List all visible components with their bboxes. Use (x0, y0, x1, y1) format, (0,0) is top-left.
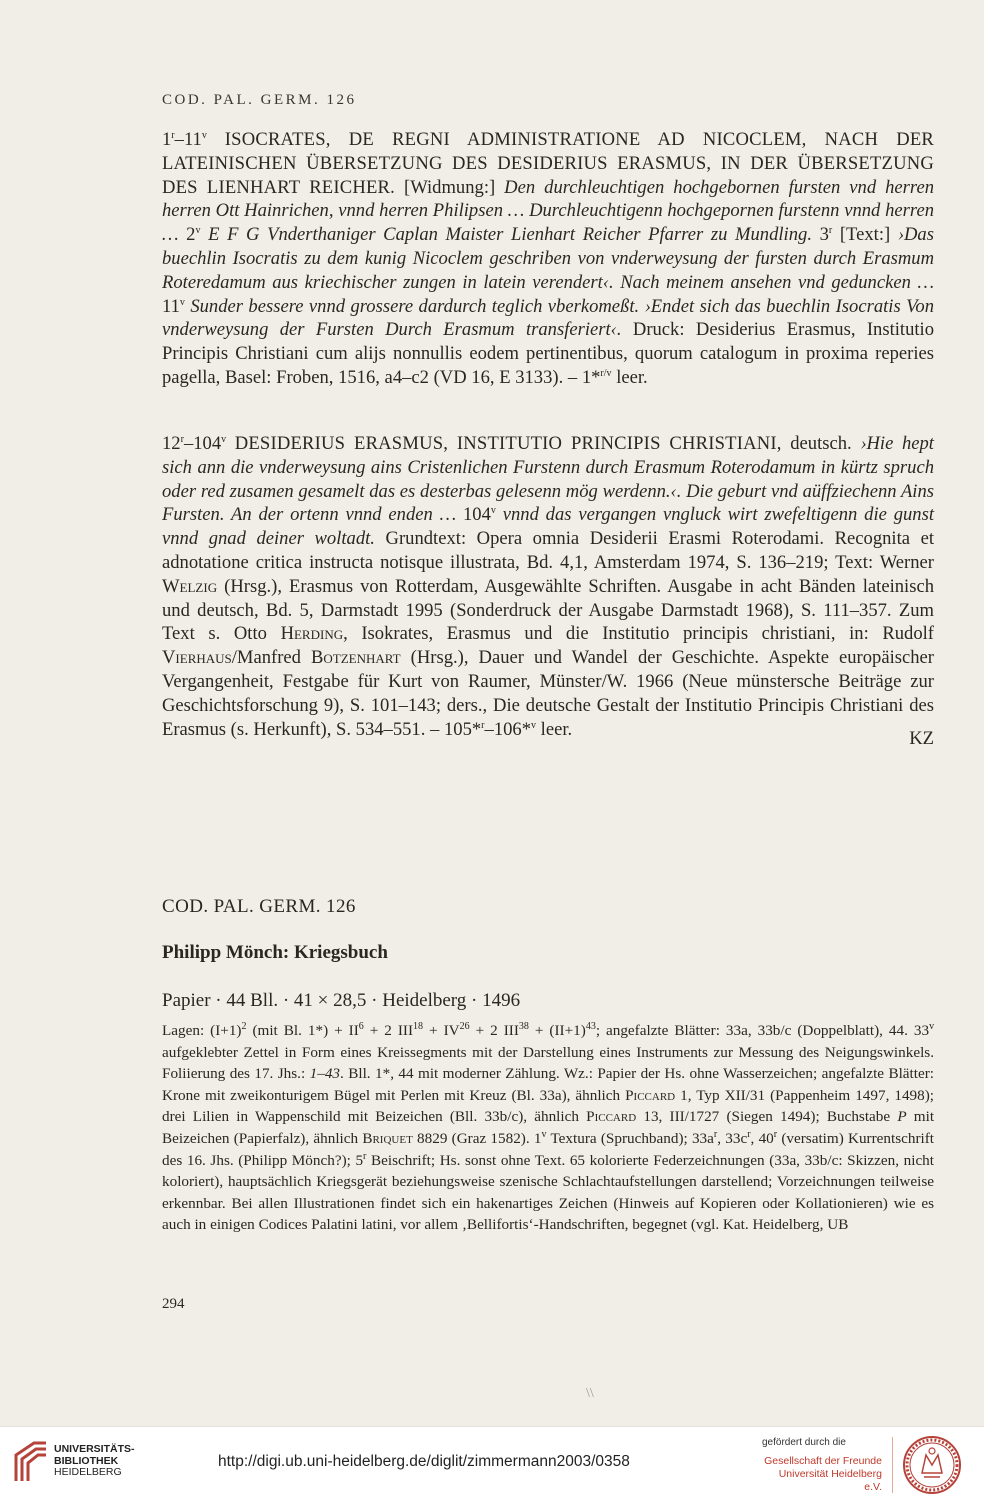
society-name: Gesellschaft der Freunde Universität Heidelberg e.V. (764, 1455, 882, 1493)
incipit: ›Hie hept sich ann die vnderweysung ains Cristenlichen Furstenn durch Erasmum Roterodamum in kürtz spruch oder red zusamen gesamelt das es desterbas gelesenn mög werdenn.‹. Die geburt vnd aüffziechenn Ains Fursten. An der ortenn vnnd enden … (162, 433, 934, 526)
folio-ref: 2$^v$ (186, 224, 201, 246)
university-seal-icon (902, 1435, 962, 1495)
library-name: UNIVERSITÄTS- BIBLIOTHEK HEIDELBERG (54, 1443, 135, 1478)
codex-meta: Papier · 44 Bll. · 41 × 28,5 · Heidelberg · 1496 (162, 990, 521, 1011)
widmung-text: Den durchleuchtigen hochgebornen fursten vnd herren herren Ott Hainrichen, vnnd herren Philipsen … Durchleuchtigenn hochgepornen furstenn vnnd herren … (162, 176, 934, 246)
entry-isocrates: 1$^r$–11$^v$ ISOCRATES, DE REGNI ADMINISTRATIONE AD NICOCLEM, NACH DER LATEINISCHEN ÜBERSETZUNG DES DESIDERIUS ERASMUS, IN DER ÜBERSETZUNG DES LIENHART REICHER. [Widmung:] Den durchleuchtigen hochgebornen fursten vnd herren herren Ott Hainrichen, vnnd herren Philipsen … Durchleuchtigenn hochgepornen furstenn vnnd herren … 2$^v$ E F G Vnderthaniger Caplan Maister Lienhart Reicher Pfarrer zu Mundling. 3$^r$ [Text:] ›Das buechlin Isocratis zu dem kunig Nicoclem geschriben von vnderweysung der fursten durch Erasmum Roteredamum aus kriechischer zungen in latein verendert‹. Nach meinem ansehen vnd geduncken … 11$^v$ Sunder bessere vnnd grossere dardurch teglich vberkomeßt. ›Endet sich das buechlin Isocratis Von vnderweysung der Fursten Durch Erasmum transferiert‹. Druck: Desiderius Erasmus, Institutio Principis Christiani cum alijs nonnullis eodem pertinentibus, quorum catalogum in proxima reperies pagella, Basel: Froben, 1516, a4–c2 (VD 16, E 3133). – 1*$^{r/v}$ leer. (162, 129, 934, 388)
explicit: vnnd das vergangen vngluck wirt zwefeltigenn die gunst vnnd gnad deiner woltadt. (162, 504, 934, 550)
funded-by-label: gefördert durch die (762, 1437, 846, 1448)
text-label: [Text:] (839, 224, 891, 246)
author-initials: KZ (909, 728, 934, 749)
page-number: 294 (162, 1296, 185, 1312)
folio-range: 1$^r$–11$^v$ (162, 129, 207, 150)
divider (892, 1437, 893, 1493)
folio-range: 12$^r$–104$^v$ (162, 433, 227, 454)
widmung-label: [Widmung:] (404, 176, 496, 198)
folio-ref: 3$^r$ (819, 224, 833, 246)
language-note: deutsch. (790, 433, 852, 454)
incipit: ›Das buechlin Isocratis zu dem kunig Nicoclem geschriben von vnderweysung der fursten durch Erasmum Roteredamum aus kriechischer zungen in latein verendert‹. Nach meinem ansehen vnd geduncken … (162, 224, 934, 293)
folio-ref: 11$^v$ (162, 295, 185, 317)
explicit: Sunder bessere vnnd grossere dardurch teglich vberkomeßt. ›Endet sich das buechlin Isocratis Von vnderweysung der Fursten Durch Erasmum transferiert‹. (162, 295, 934, 341)
blank-note: leer. (616, 366, 648, 388)
print-reference: Druck: Desiderius Erasmus, Institutio Principis Christiani cum alijs nonnullis eodem pertinentibus, quorum catalogum in proxima reperies pagella, Basel: Froben, 1516, a4–c2 (VD 16, E 3133). – 1* (162, 319, 934, 388)
viewer-footer (0, 1426, 984, 1503)
university-library-logo-icon (14, 1441, 48, 1483)
running-head: COD. PAL. GERM. 126 (162, 92, 357, 108)
bibliography: Grundtext: Opera omnia Desiderii Erasmi Roterodami. Recognita et adnotatione critica instructa notisque illustrata, Bd. 4,1, Amsterdam 1974, S. 136–219; Text: Werner Welzig (Hrsg.), Erasmus von Rotterdam, Ausgewählte Schriften. Ausgabe in acht Bänden lateinisch und deutsch, Bd. 5, Darmstadt 1995 (Sonderdruck der Ausgabe Darmstadt 1968), S. 111–357. Zum Text s. Otto Herding, Isokrates, Erasmus und die Institutio principis christiani, in: Rudolf Vierhaus/Manfred Botzenhart (Hrsg.), Dauer und Wandel der Geschichte. Aspekte europäischer Vergangenheit, Festgabe für Kurt von Raumer, Münster/W. 1966 (Neue münstersche Beiträge zur Geschichtsforschung 9), S. 101–143; ders., Die deutsche Gestalt der Institutio Principis Christiani des Erasmus (s. Herkunft), S. 534–551. – 105*$^r$–106*$^v$ leer. (162, 528, 935, 740)
scan-mark: \\ (586, 1386, 594, 1401)
codex-description: Lagen: $(I+1)^2$ (mit Bl. $1*) + II^6 + 2$ $III^{18} + IV^{26} + 2$ $III^{38} + (II+1)^{43}$; angefalzte Blätter: 33a, 33b/c (Doppelblatt), 44. 33$^v$ aufgeklebter Zettel in Form eines Kreissegments mit der Darstellung eines Instruments zur Messung des Neigungswinkels. Foliierung des 17. Jhs.: 1–43. Bll. 1*, 44 mit moderner Zählung. Wz.: Papier der Hs. ohne Wasserzeichen; angefalzte Blätter: Krone mit zweikonturigem Bügel mit Perlen mit Kreuz (Bl. 33a), ähnlich Piccard 1, Typ XII/31 (Pappenheim 1497, 1498); drei Lilien in Wappenschild mit Beizeichen (Bll. 33b/c), ähnlich Piccard 13, III/1727 (Siegen 1494); Buchstabe P mit Beizeichen (Papierfalz), ähnlich Briquet 8829 (Graz 1582). 1$^v$ Textura (Spruchband); $33a^r$, $33c^r$, 40$^r$ (versatim) Kurrentschrift des 16. Jhs. (Philipp Mönch?); 5$^r$ Beischrift; Hs. sonst ohne Text. 65 kolorierte Federzeichnungen (33a, 33b/c: Skizzen, nicht koloriert), hauptsächlich Kriegsgerät beziehungsweise szenische Schlachtaufstellungen darstellend; Vorzeichnungen teilweise erkennbar. Bei allen Illustrationen findet sich ein hakenartiges Zeichen (Hinweis auf Kopieren oder Kollationieren) wie es auch in einigen Codices Palatini latini, vor allem ‚Bellifortis‘-Handschriften, begegnet (vgl. Kat. Heidelberg, UB (162, 1020, 935, 1234)
entry-erasmus (162, 432, 934, 741)
dedication-text: E F G Vnderthaniger Caplan Maister Lienhart Reicher Pfarrer zu Mundling. (208, 224, 812, 246)
codex-title: Philipp Mönch: Kriegsbuch (162, 942, 388, 963)
permalink-url[interactable]: http://digi.ub.uni-heidelberg.de/diglit/zimmermann2003/0358 (218, 1453, 630, 1470)
entry-heading: DESIDERIUS ERASMUS, INSTITUTIO PRINCIPIS CHRISTIANI, (234, 433, 782, 454)
folio-ref: 104$^v$ (463, 504, 496, 526)
codex-shelfmark: COD. PAL. GERM. 126 (162, 896, 356, 917)
entry-heading: ISOCRATES, DE REGNI ADMINISTRATIONE AD NICOCLEM, NACH DER LATEINISCHEN ÜBERSETZUNG DES DESIDERIUS ERASMUS, IN DER ÜBERSETZUNG DES LIENHART REICHER. (162, 129, 934, 198)
